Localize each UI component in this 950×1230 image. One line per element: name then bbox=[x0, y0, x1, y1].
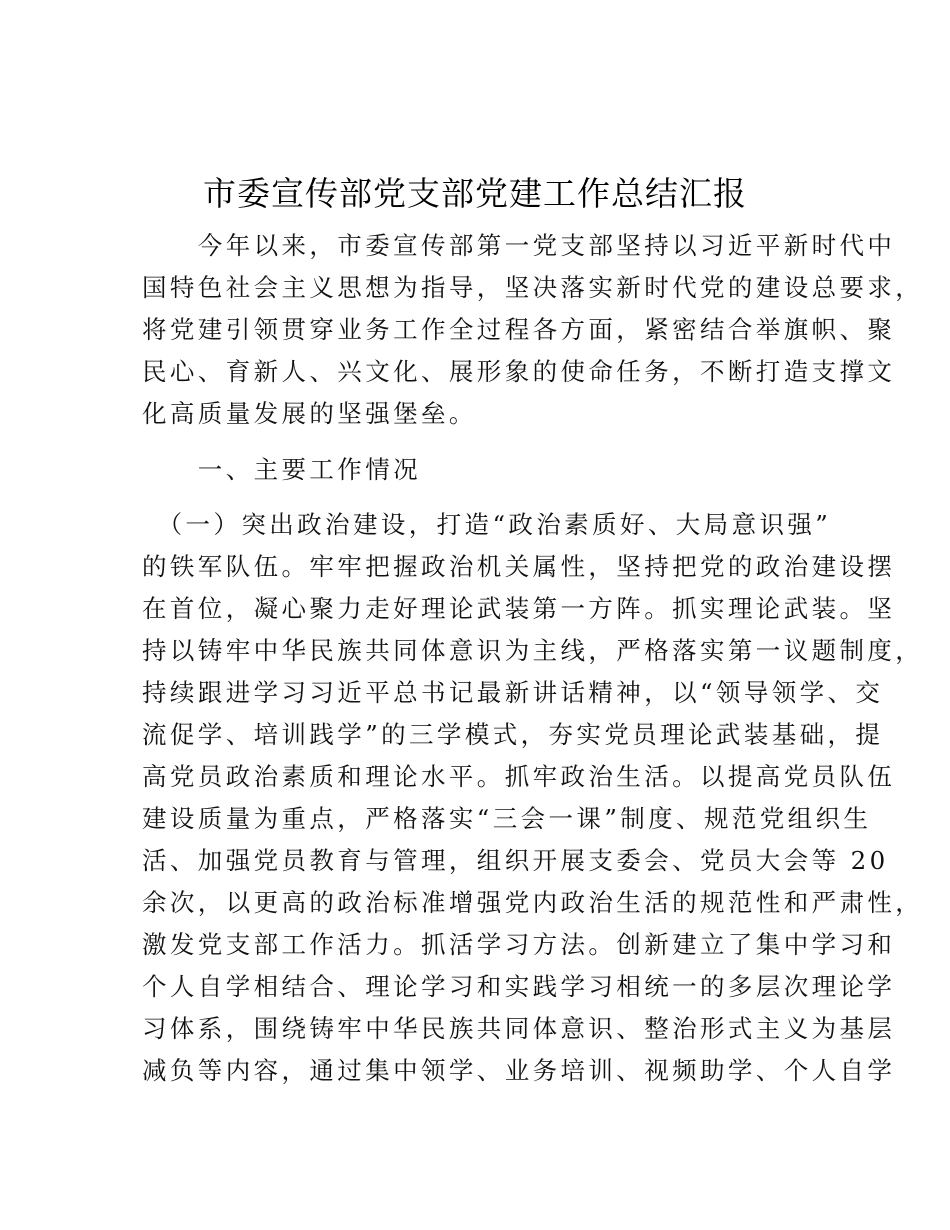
paragraph-line: 激发党支部工作活力。抓活学习方法。创新建立了集中学习和 bbox=[142, 930, 896, 959]
paragraph-line: 流促学、培训践学”的三学模式，夯实党员理论武装基础，提 bbox=[142, 720, 884, 749]
section-heading: 一、主要工作情况 bbox=[142, 455, 421, 484]
paragraph-line: 持以铸牢中华民族共同体意识为主线，严格落实第一议题制度， bbox=[142, 636, 924, 665]
document-title: 市委宣传部党支部党建工作总结汇报 bbox=[203, 174, 747, 213]
paragraph-line: 高党员政治素质和理论水平。抓牢政治生活。以提高党员队伍 bbox=[142, 762, 896, 791]
paragraph-line: 减负等内容，通过集中领学、业务培训、视频助学、个人自学 bbox=[142, 1056, 896, 1085]
paragraph-line: 余次，以更高的政治标准增强党内政治生活的规范性和严肃性， bbox=[142, 888, 924, 917]
paragraph-line: 民心、育新人、兴文化、展形象的使命任务，不断打造支撑文 bbox=[142, 357, 896, 386]
paragraph-line: 建设质量为重点，严格落实“三会一课”制度、规范党组织生 bbox=[142, 804, 872, 833]
paragraph-line: 持续跟进学习习近平总书记最新讲话精神，以“领导领学、交 bbox=[142, 678, 884, 707]
paragraph-line: 今年以来，市委宣传部第一党支部坚持以习近平新时代中 bbox=[142, 231, 896, 260]
paragraph-line: 活、加强党员教育与管理，组织开展支委会、党员大会等 20 bbox=[142, 846, 889, 875]
paragraph-line: 习体系，围绕铸牢中华民族共同体意识、整治形式主义为基层 bbox=[142, 1014, 896, 1043]
paragraph-line: 化高质量发展的坚强堡垒。 bbox=[142, 399, 477, 428]
paragraph-line: 在首位，凝心聚力走好理论武装第一方阵。抓实理论武装。坚 bbox=[142, 594, 896, 623]
paragraph-line: 个人自学相结合、理论学习和实践学习相统一的多层次理论学 bbox=[142, 972, 896, 1001]
paragraph-line: 将党建引领贯穿业务工作全过程各方面，紧密结合举旗帜、聚 bbox=[142, 315, 896, 344]
paragraph-line: 的铁军队伍。牢牢把握政治机关属性，坚持把党的政治建设摆 bbox=[142, 552, 896, 581]
subsection-heading-line: （一）突出政治建设，打造“政治素质好、大局意识强” bbox=[142, 510, 832, 539]
paragraph-line: 国特色社会主义思想为指导，坚决落实新时代党的建设总要求， bbox=[142, 273, 924, 302]
